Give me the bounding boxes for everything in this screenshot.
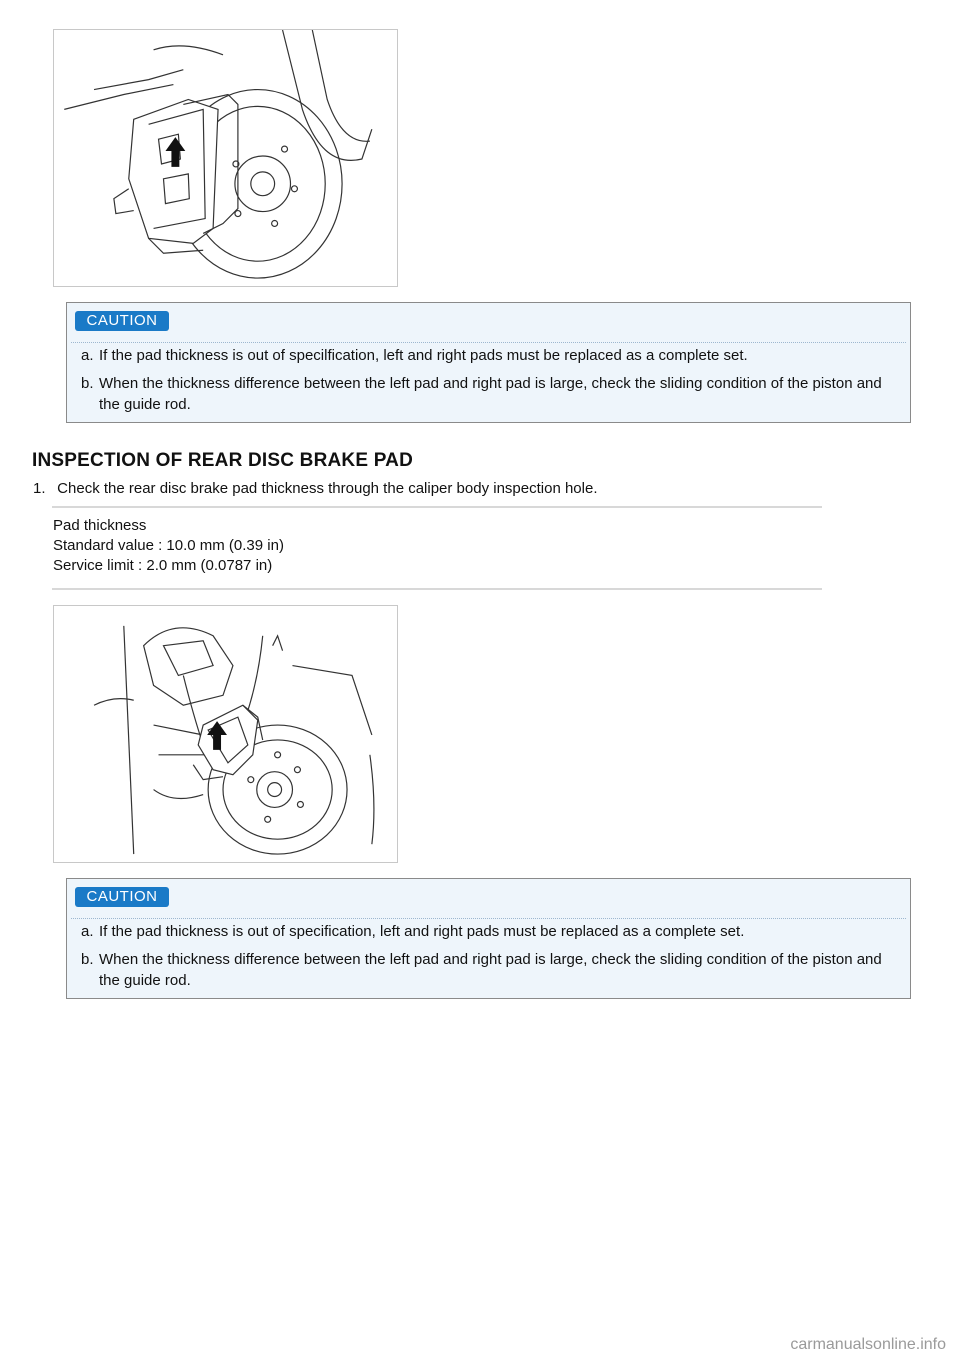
caution-item: [81, 949, 890, 991]
caution-box: [66, 878, 911, 999]
step-number: 1.: [33, 480, 46, 497]
caution-item: [81, 373, 890, 415]
spec-service-limit: Service limit : 2.0 mm (0.0787 in): [53, 557, 273, 574]
step-text: Check the rear disc brake pad thickness through the caliper body inspection hole.: [57, 480, 598, 497]
spec-standard-value: Standard value : 10.0 mm (0.39 in): [53, 537, 284, 554]
caution-text: If the pad thickness is out of specification, left and right pads must be replaced as a complete set.: [99, 923, 745, 940]
step-item: [33, 479, 598, 499]
spec-block: [53, 516, 284, 576]
caution-text: When the thickness difference between the left pad and right pad is large, check the sliding condition of the piston and the guide rod.: [99, 951, 882, 989]
list-marker: a.: [81, 347, 94, 364]
list-marker: b.: [81, 375, 94, 392]
divider: [71, 918, 906, 919]
front-caliper-figure: [53, 29, 398, 287]
footer-watermark: carmanualsonline.info: [790, 1336, 946, 1353]
spec-bottom-divider: [52, 588, 822, 590]
rear-caliper-illustration: [54, 606, 397, 862]
spec-top-divider: [52, 506, 822, 508]
list-marker: a.: [81, 923, 94, 940]
spec-title: Pad thickness: [53, 517, 147, 534]
caution-item: [81, 345, 890, 366]
divider: [71, 342, 906, 343]
caution-badge: CAUTION: [75, 311, 169, 331]
caution-badge: CAUTION: [75, 887, 169, 907]
list-marker: b.: [81, 951, 94, 968]
rear-caliper-figure: [53, 605, 398, 863]
caution-text: When the thickness difference between the left pad and right pad is large, check the sliding condition of the piston and the guide rod.: [99, 375, 882, 413]
caution-list: [81, 921, 890, 998]
caution-text: If the pad thickness is out of specilfication, left and right pads must be replaced as a complete set.: [99, 347, 748, 364]
caution-box: [66, 302, 911, 423]
caution-item: [81, 921, 890, 942]
front-caliper-illustration: [54, 30, 397, 286]
section-heading: INSPECTION OF REAR DISC BRAKE PAD: [32, 450, 413, 471]
caution-list: [81, 345, 890, 422]
